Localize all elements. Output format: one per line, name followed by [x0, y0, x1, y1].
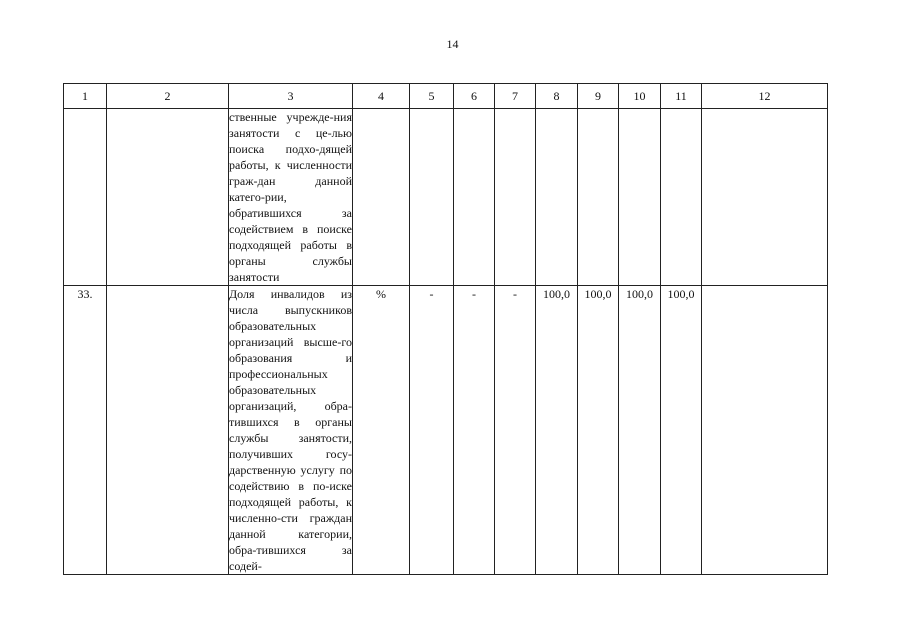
table-row	[64, 109, 828, 286]
value-cell: -	[495, 286, 536, 575]
column-header: 8	[536, 84, 578, 109]
value-cell: -	[410, 286, 454, 575]
column-header: 7	[495, 84, 536, 109]
value-cell: 100,0	[578, 286, 619, 575]
value-cell: -	[454, 286, 495, 575]
column-header: 12	[702, 84, 828, 109]
column-header: 5	[410, 84, 454, 109]
value-cell	[661, 109, 702, 286]
value-cell: 100,0	[619, 286, 661, 575]
value-cell: 100,0	[536, 286, 578, 575]
unit-cell: %	[353, 286, 410, 575]
table-header-row	[64, 84, 828, 109]
value-cell	[536, 109, 578, 286]
column-header: 4	[353, 84, 410, 109]
column-header: 6	[454, 84, 495, 109]
table-cell	[107, 286, 229, 575]
value-cell	[619, 109, 661, 286]
value-cell	[578, 109, 619, 286]
column-header: 10	[619, 84, 661, 109]
column-header: 9	[578, 84, 619, 109]
table-cell	[107, 109, 229, 286]
column-header: 2	[107, 84, 229, 109]
table-cell	[702, 286, 828, 575]
value-cell	[410, 109, 454, 286]
indicator-description-cell: ственные учрежде-ния занятости с це-лью поиска подхо-дящей работы, к численности граж-дан данной катего-рии, обратившихся за содействием в поиске подходящей работы в органы службы занятости	[229, 110, 352, 284]
column-header: 11	[661, 84, 702, 109]
value-cell	[454, 109, 495, 286]
indicator-table	[63, 83, 828, 575]
row-number-cell	[64, 109, 107, 286]
page-number: 14	[446, 37, 459, 51]
column-header: 3	[229, 84, 353, 109]
table-cell	[702, 109, 828, 286]
indicator-description-cell: Доля инвалидов из числа выпускников образовательных организаций высше-го образования и профессиональных образовательных организаций, обра-тившихся в органы службы занятости, получивших госу-дарственную услугу по содействию в по-иске подходящей работы, к численно-сти граждан данной категории, обра-тившихся за содей-	[229, 287, 352, 573]
row-number-cell: 33.	[64, 286, 107, 575]
unit-cell	[353, 109, 410, 286]
table-row	[64, 286, 828, 575]
column-header: 1	[64, 84, 107, 109]
value-cell: 100,0	[661, 286, 702, 575]
value-cell	[495, 109, 536, 286]
